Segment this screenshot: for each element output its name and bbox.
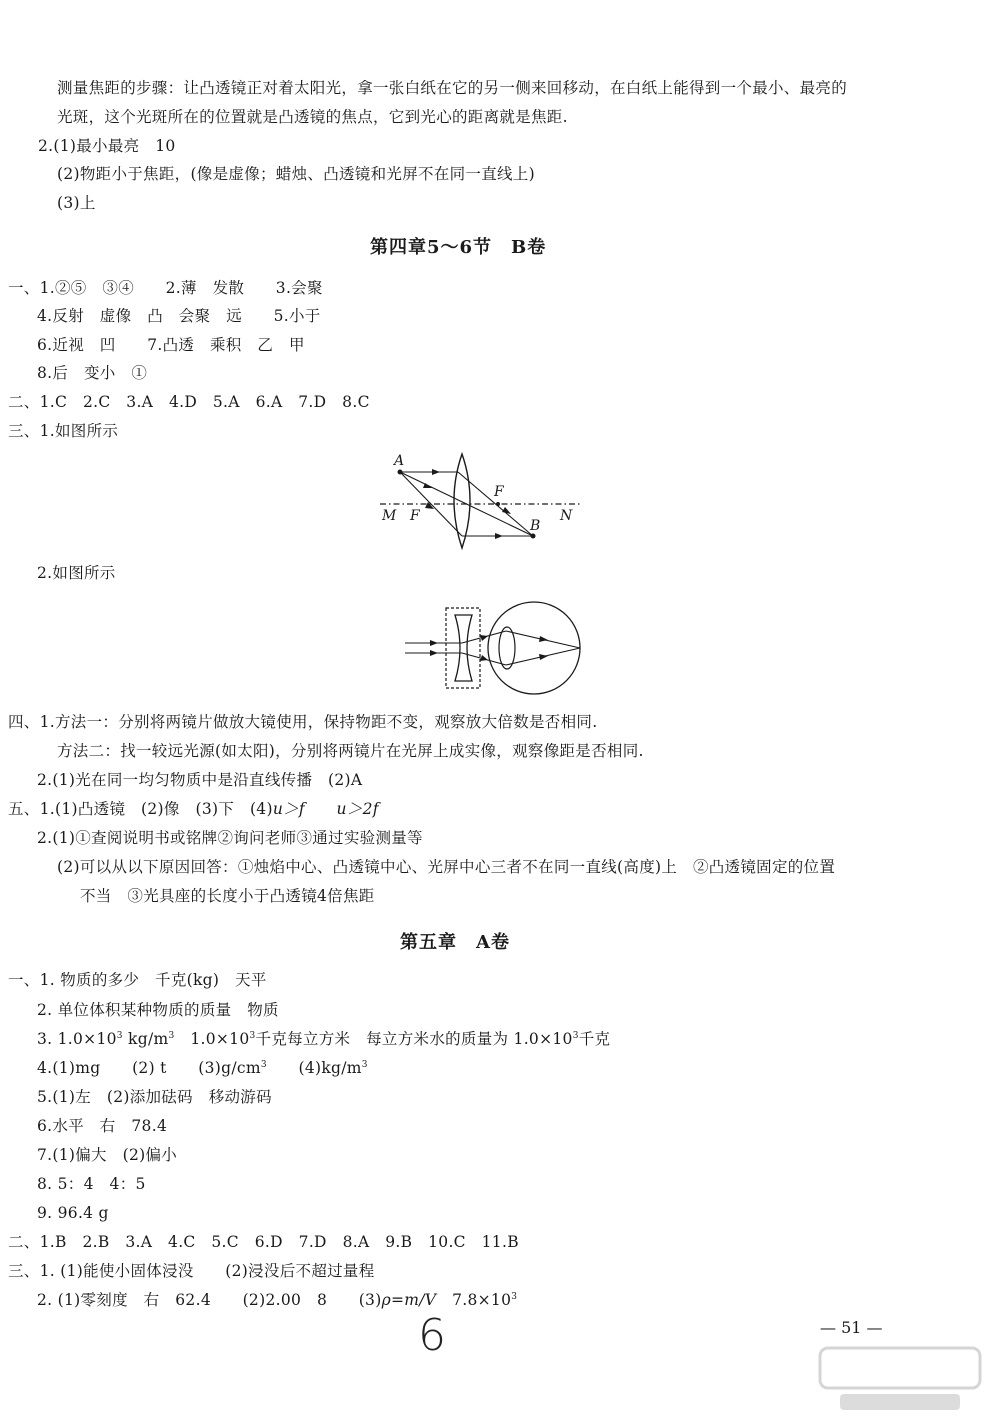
answer-line: 2.如图所示 xyxy=(37,564,116,582)
answer-line: 三、1. (1)能使小固体浸没 (2)浸没后不超过量程 xyxy=(8,1262,375,1280)
answer-line: 2. 单位体积某种物质的质量 物质 xyxy=(37,1001,279,1019)
label-a: A xyxy=(394,453,405,469)
label-f-top: F xyxy=(494,484,504,500)
answer-line: 方法二：找一较远光源(如太阳)，分别将两镜片在光屏上成实像，观察像距是否相同. xyxy=(57,742,644,760)
answer-line: 5.(1)左 (2)添加砝码 移动游码 xyxy=(37,1088,272,1106)
answer-line: 2. (1)零刻度 右 62.4 (2)2.00 8 (3)ρ=m/V $7.8\times 10^3$ xyxy=(37,1291,518,1309)
answer-line: 4.(1)mg (2) t $(3)g/cm^3$ $(4)kg/m^3$ xyxy=(37,1059,368,1077)
answer-line: 8. 5：4 4：5 xyxy=(37,1175,146,1193)
answer-line: 6.近视 凹 7.凸透 乘积 乙 甲 xyxy=(37,336,305,354)
handwritten-mark: 6 xyxy=(418,1310,446,1361)
answer-line: 3. $1.0\times 10^3$ $kg/m^3$ $1.0\times 10^3$千克每立方米 每立方米水的质量为 $1.0\times 10^3$千克 xyxy=(37,1030,611,1048)
section-title: 第五章 A卷 xyxy=(400,932,510,953)
answer-line: (2)物距小于焦距，(像是虚像；蜡烛、凸透镜和光屏不在同一直线上) xyxy=(57,165,535,183)
section-title: 第四章5～6节 B卷 xyxy=(370,237,547,258)
answer-line: 8.后 变小 ① xyxy=(37,364,148,382)
answer-line: 四、1.方法一：分别将两镜片做放大镜使用，保持物距不变，观察放大倍数是否相同. xyxy=(8,713,598,731)
answer-line: (2)可以从以下原因回答：①烛焰中心、凸透镜中心、光屏中心三者不在同一直线(高度)上 ②凸透镜固定的位置 xyxy=(57,858,836,876)
page-number: — 51 — xyxy=(820,1318,883,1337)
answer-line: 2.(1)①查阅说明书或铭牌②询问老师③通过实验测量等 xyxy=(37,829,423,847)
answer-line xyxy=(8,799,379,819)
answer-line: 一、1.②⑤ ③④ 2.薄 发散 3.会聚 xyxy=(8,279,323,297)
label-f-bottom: F xyxy=(410,508,420,524)
answer-line: 2.(1)最小最亮 10 xyxy=(38,137,176,155)
eye-concave-lens-diagram xyxy=(400,605,590,690)
answer-text: 五、1.(1)凸透镜 (2)像 (3)下 (4) xyxy=(8,800,273,818)
answer-line: (3)上 xyxy=(57,194,96,212)
answer-line: 4.反射 虚像 凸 会聚 远 5.小于 xyxy=(37,307,321,325)
text-line: 光斑，这个光斑所在的位置就是凸透镜的焦点，它到光心的距离就是焦距. xyxy=(57,108,568,126)
convex-lens-ray-diagram xyxy=(370,450,590,560)
answer-line: 三、1.如图所示 xyxy=(8,422,119,440)
answer-line: 2.(1)光在同一均匀物质中是沿直线传播 (2)A xyxy=(37,771,363,789)
answer-line: 7.(1)偏大 (2)偏小 xyxy=(37,1146,178,1164)
answer-line: 二、1.B 2.B 3.A 4.C 5.C 6.D 7.D 8.A 9.B 10.C 11.B xyxy=(8,1233,519,1251)
label-m: M xyxy=(382,508,397,524)
answer-line: 不当 ③光具座的长度小于凸透镜4倍焦距 xyxy=(80,887,375,905)
answer-line: 6.水平 右 78.4 xyxy=(37,1117,168,1135)
answer-line: 二、1.C 2.C 3.A 4.D 5.A 6.A 7.D 8.C xyxy=(8,393,370,411)
answer-line: 9. 96.4 g xyxy=(37,1204,109,1222)
formula: u＞2f xyxy=(336,800,379,818)
watermark-logo xyxy=(800,1318,1000,1419)
formula: u＞f xyxy=(272,800,305,818)
label-b: B xyxy=(530,518,541,534)
answer-line: 一、1. 物质的多少 千克(kg) 天平 xyxy=(8,971,267,989)
formula: ρ=m/V xyxy=(381,1291,437,1309)
text-line: 测量焦距的步骤：让凸透镜正对着太阳光，拿一张白纸在它的另一侧来回移动，在白纸上能得到一个最小、最亮的 xyxy=(57,79,848,97)
label-n: N xyxy=(560,508,573,524)
